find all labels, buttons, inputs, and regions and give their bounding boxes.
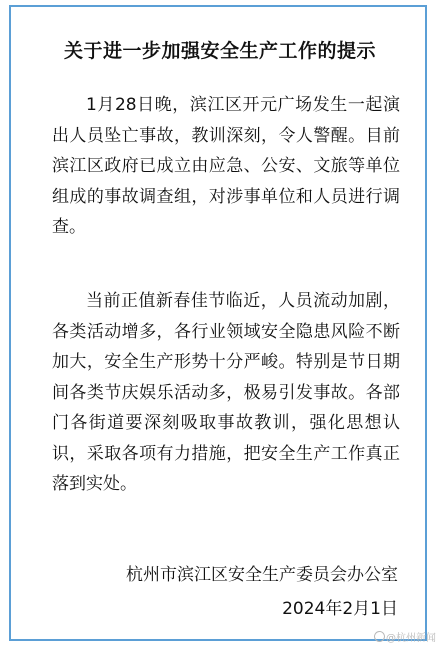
watermark-text: @杭州新闻 — [386, 633, 436, 644]
watermark — [374, 629, 436, 644]
weibo-icon — [374, 631, 385, 642]
issuer-signature: 杭州市滨江区安全生产委员会办公室 — [126, 565, 398, 585]
issue-date: 2024年2月1日 — [282, 599, 398, 619]
notice-paragraph-1: 1月28日晚，滨江区开元广场发生一起演出人员坠亡事故，教训深刻，令人警醒。目前滨江区政府已成立由应急、公安、文旅等单位组成的事故调查组，对涉事单位和人员进行调查。 — [52, 95, 400, 237]
notice-paragraph-2: 当前正值新春佳节临近，人员流动加剧，各类活动增多，各行业领域安全隐患风险不断加大，安全生产形势十分严峻。特别是节日期间各类节庆娱乐活动多，极易引发事故。各部门各街道要深刻吸取事故教训，强化思想认识，采取各项有力措施，把安全生产工作真正落到实处。 — [52, 291, 400, 494]
notice-title: 关于进一步加强安全生产工作的提示 — [63, 40, 376, 62]
